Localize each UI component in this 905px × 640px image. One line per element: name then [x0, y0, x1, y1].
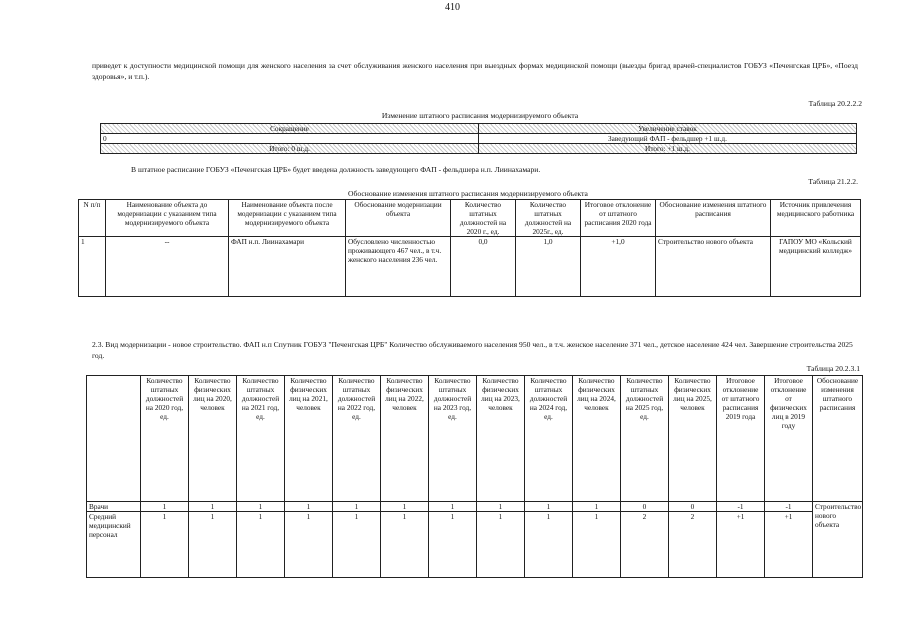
table3-cell: 0 — [621, 502, 669, 512]
table3-cell: 1 — [429, 502, 477, 512]
table2-label: Таблица 21.2.2. — [808, 177, 858, 186]
table1-total-left: Итого: 0 ш.д. — [101, 144, 479, 154]
table3-cell: 1 — [429, 512, 477, 578]
table3-header — [87, 376, 141, 502]
table2-header: Обоснование изменения штатного расписания — [656, 200, 771, 237]
table3-cell: -1 — [717, 502, 765, 512]
table3-cell: 1 — [189, 512, 237, 578]
table1-header-right: Увеличение ставок — [479, 124, 857, 134]
table3-header: Итоговое отклонение от штатного расписания 2019 года — [717, 376, 765, 502]
table3-cell: 1 — [333, 502, 381, 512]
table2-cell: 1,0 — [516, 237, 581, 297]
table3-header: Количество физических лиц на 2025, человек — [669, 376, 717, 502]
section-2-3-paragraph: 2.3. Вид модернизации - новое строительство. ФАП н.п Спутник ГОБУЗ "Печенгская ЦРБ" Количество обслуживаемого населения 950 чел., в т.ч. женское население 371 чел., детское население 424 чел. Завершение строительства 2025 год. — [92, 340, 853, 360]
table3-cell: 1 — [381, 512, 429, 578]
table3-cell: 1 — [573, 512, 621, 578]
table3-cell: 1 — [141, 502, 189, 512]
table3 — [86, 375, 863, 578]
table1-cell-right: Заведующий ФАП - фельдшер +1 ш.д. — [479, 134, 857, 144]
table2-cell: Строительство нового объекта — [656, 237, 771, 297]
table2-cell: ГАПОУ МО «Кольский медицинский колледж» — [771, 237, 861, 297]
table2-header: Обоснование модернизации объекта — [346, 200, 451, 237]
table3-row-label-doctors: Врачи — [87, 502, 141, 512]
table3-cell: 1 — [333, 512, 381, 578]
intro-paragraph: приведет к доступности медицинской помощи для женского населения за счет обслуживания женского населения при выездных формах медицинской помощи (выезды бригад врачей-специалистов ГОБУЗ «Печенгская ЦРБ», «Поезд здоровья», и т.п.). — [92, 61, 858, 81]
table2-header: Количество штатных должностей на 2020 г., ед. — [451, 200, 516, 237]
table2-cell: -- — [106, 237, 229, 297]
table2-cell: 0,0 — [451, 237, 516, 297]
table1-caption: Изменение штатного расписания модернизируемого объекта — [381, 111, 579, 120]
table2-header: Источник привлечения медицинского работника — [771, 200, 861, 237]
table2-header: Итоговое отклонение от штатного расписания 2020 года — [581, 200, 656, 237]
table3-cell: 1 — [477, 512, 525, 578]
table3-cell: -1 — [765, 502, 813, 512]
table3-header: Количество физических лиц на 2024, человек — [573, 376, 621, 502]
table3-cell: +1 — [765, 512, 813, 578]
table3-label: Таблица 20.2.3.1 — [806, 364, 860, 373]
staff-note: В штатное расписание ГОБУЗ «Печенгская ЦРБ» будет введена должность заведующего ФАП - фельдшера н.п. Лиинахамари. — [131, 165, 541, 174]
table3-cell: 1 — [573, 502, 621, 512]
table3-header: Количество штатных должностей на 2021 год, ед. — [237, 376, 285, 502]
table1-cell-left: 0 — [101, 134, 479, 144]
table3-header: Обоснование изменения штатного расписания — [813, 376, 863, 502]
table3-header: Количество физических лиц на 2021, человек — [285, 376, 333, 502]
table3-cell: 2 — [669, 512, 717, 578]
table3-cell: 1 — [189, 502, 237, 512]
table3-cell: 1 — [237, 502, 285, 512]
page-number: 410 — [445, 2, 460, 13]
table3-header: Количество физических лиц на 2022, человек — [381, 376, 429, 502]
table3-justification: Строительство нового объекта — [813, 502, 863, 578]
table2-header: Количество штатных должностей на 2025г., ед. — [516, 200, 581, 237]
table3-cell: 1 — [285, 512, 333, 578]
table1 — [100, 123, 857, 154]
table2 — [78, 199, 861, 297]
table2-cell: Обусловлено численностью проживающего 467 чел., в т.ч. женского населения 236 чел. — [346, 237, 451, 297]
table2-header: Наименование объекта после модернизации с указанием типа модернизируемого объекта — [229, 200, 346, 237]
table3-header: Количество штатных должностей на 2025 год, ед. — [621, 376, 669, 502]
table2-header: N п/п — [79, 200, 106, 237]
table3-header: Количество штатных должностей на 2020 год, ед. — [141, 376, 189, 502]
table2-cell: 1 — [79, 237, 106, 297]
table2-cell: +1,0 — [581, 237, 656, 297]
table1-header-left: Сокращение — [101, 124, 479, 134]
table1-label: Таблица 20.2.2.2 — [808, 99, 862, 108]
table3-cell: 1 — [525, 512, 573, 578]
table1-total-right: Итого: +1 ш.д. — [479, 144, 857, 154]
table3-cell: 1 — [141, 512, 189, 578]
table3-row-label-nurses: Средний медицинский персонал — [87, 512, 141, 578]
table2-caption: Обоснование изменения штатного расписания модернизируемого объекта — [348, 189, 588, 198]
table3-cell: 1 — [381, 502, 429, 512]
table3-cell: 1 — [285, 502, 333, 512]
table2-cell: ФАП н.п. Лиинахамари — [229, 237, 346, 297]
table3-header: Количество физических лиц на 2020, человек — [189, 376, 237, 502]
table2-header: Наименование объекта до модернизации с указанием типа модернизируемого объекта — [106, 200, 229, 237]
table3-header: Количество штатных должностей на 2024 год, ед. — [525, 376, 573, 502]
table3-header: Количество штатных должностей на 2023 год, ед. — [429, 376, 477, 502]
table3-cell: 1 — [477, 502, 525, 512]
table3-header: Количество штатных должностей на 2022 год, ед. — [333, 376, 381, 502]
table3-cell: 0 — [669, 502, 717, 512]
table3-header: Итоговое отклонение от физических лиц в 2019 году — [765, 376, 813, 502]
table3-cell: 1 — [237, 512, 285, 578]
table3-cell: 1 — [525, 502, 573, 512]
table3-cell: +1 — [717, 512, 765, 578]
table3-header: Количество физических лиц на 2023, человек — [477, 376, 525, 502]
table3-cell: 2 — [621, 512, 669, 578]
